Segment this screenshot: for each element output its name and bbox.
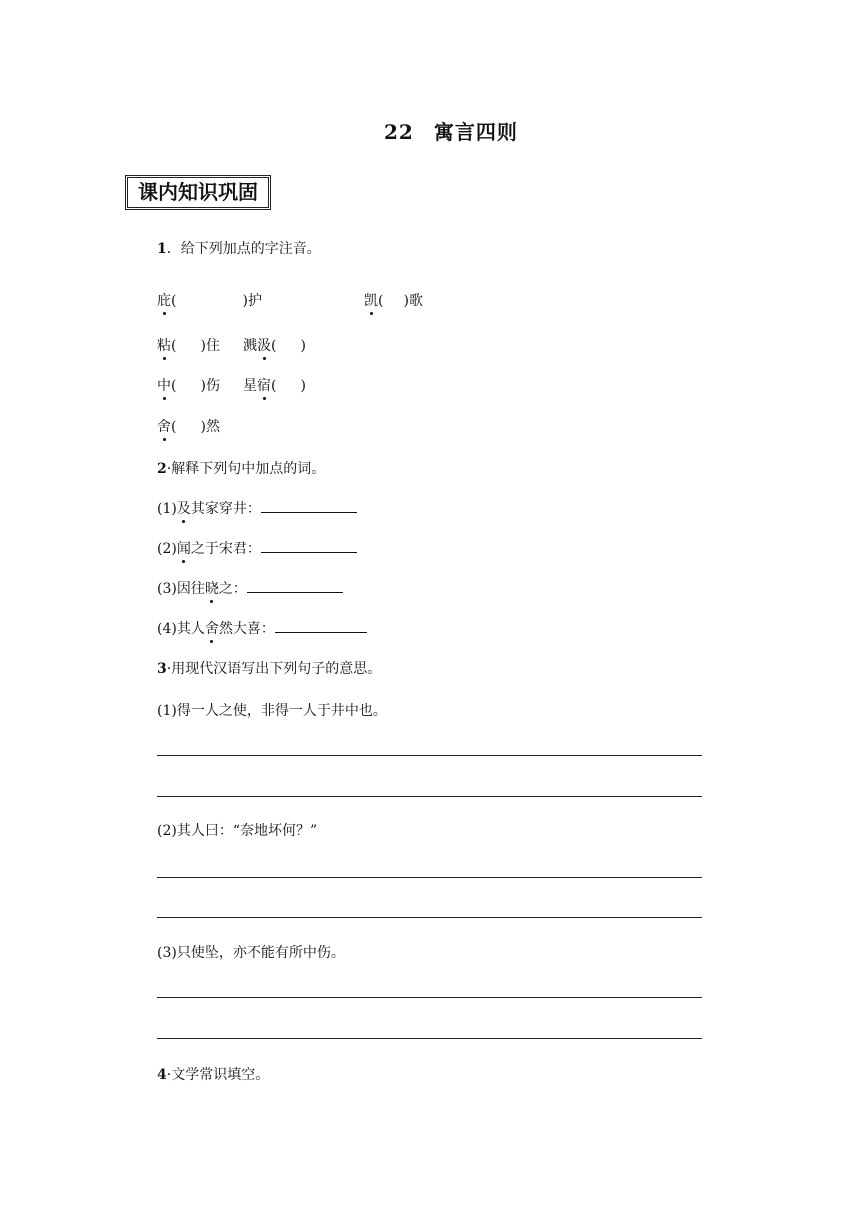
q2-prompt: [157, 458, 325, 478]
dotted-char: 庇: [157, 290, 171, 310]
dotted-char: 舍: [157, 416, 171, 436]
dotted-char: 粘: [157, 335, 171, 355]
q2-item-1: (1)及其家穿井：: [157, 498, 357, 518]
dotted-char: 汲: [257, 335, 271, 355]
q1-item-4: 溅汲( ): [243, 335, 306, 355]
answer-blank[interactable]: [261, 500, 357, 513]
answer-blank[interactable]: [261, 540, 357, 553]
q1-item-5: 中( )伤: [157, 375, 220, 395]
answer-line[interactable]: [157, 917, 702, 918]
q1-item-6: 星宿( ): [243, 375, 306, 395]
q2-number: 2: [157, 461, 167, 477]
dotted-char: 晓: [205, 578, 219, 598]
dotted-char: 凯: [364, 290, 378, 310]
q1-prompt: [157, 238, 321, 258]
q1-item-7: 舍( )然: [157, 416, 220, 436]
q3-sentence-3: (3)只使坠，亦不能有所中伤。: [157, 945, 345, 961]
lesson-title: 寓言四则: [433, 120, 518, 144]
q3-sentence-1: (1)得一人之使，非得一人于井中也。: [157, 703, 387, 719]
q3-sentence-2: (2)其人曰：“奈地坏何？”: [157, 823, 318, 839]
q4-number: 4: [157, 1067, 167, 1083]
q1-text: ．给下列加点的字注音。: [166, 241, 321, 257]
answer-blank[interactable]: [247, 580, 343, 593]
q3-text: ·用现代汉语写出下列句子的意思。: [166, 661, 382, 677]
q1-item-1: 庇( )护: [157, 290, 262, 310]
answer-line[interactable]: [157, 877, 702, 878]
q4-prompt: [157, 1064, 269, 1084]
q2-text: ·解释下列句中加点的词。: [166, 461, 326, 477]
q2-item-3: (3)因往晓之：: [157, 578, 343, 598]
q3-prompt: [157, 658, 381, 678]
dotted-char: 闻: [177, 538, 191, 558]
lesson-number: 22: [384, 120, 414, 144]
q1-item-3: 粘( )住: [157, 335, 220, 355]
q2-item-4: (4)其人舍然大喜：: [157, 618, 367, 638]
answer-line[interactable]: [157, 796, 702, 797]
dotted-char: 舍: [205, 618, 219, 638]
section-heading: 课内知识巩固: [127, 177, 269, 208]
dotted-char: 中: [157, 375, 171, 395]
q2-item-2: (2)闻之于宋君：: [157, 538, 357, 558]
answer-blank[interactable]: [275, 620, 367, 633]
q4-text: ·文学常识填空。: [166, 1067, 270, 1083]
answer-line[interactable]: [157, 755, 702, 756]
q1-item-2: 凯( )歌: [364, 290, 423, 310]
answer-line[interactable]: [157, 997, 702, 998]
page-title: [384, 116, 518, 145]
q1-number: 1: [157, 241, 167, 257]
answer-line[interactable]: [157, 1038, 702, 1039]
q3-number: 3: [157, 661, 167, 677]
dotted-char: 宿: [257, 375, 271, 395]
dotted-char: 及: [177, 498, 191, 518]
